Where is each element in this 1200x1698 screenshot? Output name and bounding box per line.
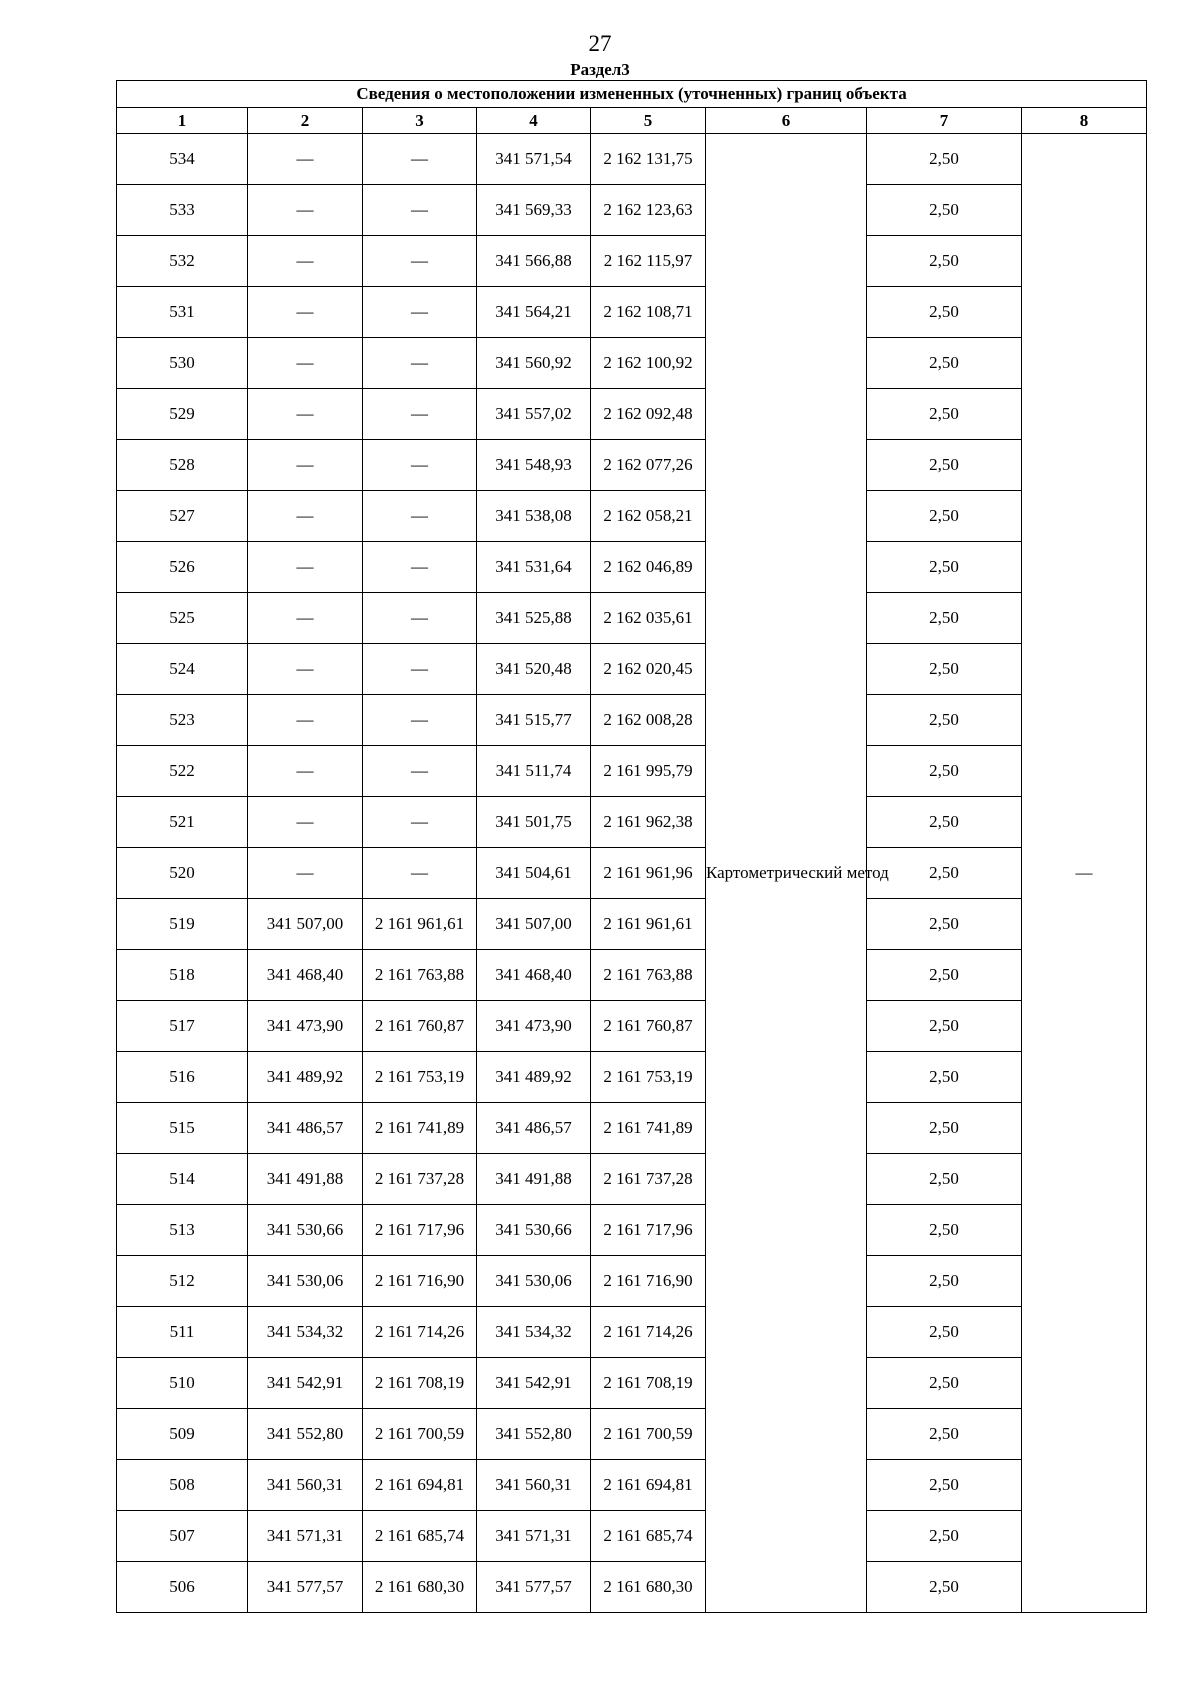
new-x-cell: 341 566,88 xyxy=(477,236,591,287)
old-x-cell: — xyxy=(248,593,363,644)
new-x-cell: 341 486,57 xyxy=(477,1103,591,1154)
new-x-cell: 341 515,77 xyxy=(477,695,591,746)
new-y-cell: 2 162 115,97 xyxy=(591,236,706,287)
new-y-cell: 2 161 717,96 xyxy=(591,1205,706,1256)
new-x-cell: 341 530,06 xyxy=(477,1256,591,1307)
point-number-cell: 529 xyxy=(117,389,248,440)
table-row xyxy=(117,746,1147,797)
new-y-cell: 2 161 760,87 xyxy=(591,1001,706,1052)
old-y-cell: 2 161 680,30 xyxy=(363,1562,477,1613)
old-x-cell: 341 534,32 xyxy=(248,1307,363,1358)
new-y-cell: 2 162 046,89 xyxy=(591,542,706,593)
old-x-cell: — xyxy=(248,440,363,491)
accuracy-cell: 2,50 xyxy=(867,1001,1022,1052)
point-number-cell: 531 xyxy=(117,287,248,338)
old-x-cell: — xyxy=(248,134,363,185)
old-y-cell: — xyxy=(363,185,477,236)
accuracy-cell: 2,50 xyxy=(867,1052,1022,1103)
accuracy-cell: 2,50 xyxy=(867,797,1022,848)
new-x-cell: 341 468,40 xyxy=(477,950,591,1001)
old-y-cell: 2 161 737,28 xyxy=(363,1154,477,1205)
old-x-cell: — xyxy=(248,797,363,848)
old-x-cell: 341 530,06 xyxy=(248,1256,363,1307)
accuracy-cell: 2,50 xyxy=(867,338,1022,389)
old-x-cell: — xyxy=(248,746,363,797)
old-y-cell: 2 161 741,89 xyxy=(363,1103,477,1154)
new-y-cell: 2 161 700,59 xyxy=(591,1409,706,1460)
accuracy-cell: 2,50 xyxy=(867,134,1022,185)
new-y-cell: 2 162 123,63 xyxy=(591,185,706,236)
new-x-cell: 341 571,31 xyxy=(477,1511,591,1562)
old-x-cell: — xyxy=(248,695,363,746)
old-y-cell: — xyxy=(363,848,477,899)
old-y-cell: 2 161 694,81 xyxy=(363,1460,477,1511)
column8-cell: — xyxy=(1022,134,1147,1613)
new-y-cell: 2 161 737,28 xyxy=(591,1154,706,1205)
table-row xyxy=(117,440,1147,491)
accuracy-cell: 2,50 xyxy=(867,542,1022,593)
old-y-cell: — xyxy=(363,440,477,491)
old-y-cell: — xyxy=(363,389,477,440)
old-y-cell: — xyxy=(363,644,477,695)
point-number-cell: 506 xyxy=(117,1562,248,1613)
accuracy-cell: 2,50 xyxy=(867,1511,1022,1562)
table-row xyxy=(117,1154,1147,1205)
table-caption: Сведения о местоположении измененных (уточненных) границ объекта xyxy=(117,81,1147,108)
table-row xyxy=(117,134,1147,185)
point-number-cell: 507 xyxy=(117,1511,248,1562)
accuracy-cell: 2,50 xyxy=(867,1460,1022,1511)
accuracy-cell: 2,50 xyxy=(867,440,1022,491)
new-x-cell: 341 569,33 xyxy=(477,185,591,236)
boundary-coordinates-table xyxy=(116,80,1147,1613)
new-x-cell: 341 534,32 xyxy=(477,1307,591,1358)
new-x-cell: 341 560,92 xyxy=(477,338,591,389)
old-y-cell: — xyxy=(363,746,477,797)
new-y-cell: 2 162 035,61 xyxy=(591,593,706,644)
point-number-cell: 516 xyxy=(117,1052,248,1103)
table-row xyxy=(117,1358,1147,1409)
new-y-cell: 2 161 753,19 xyxy=(591,1052,706,1103)
table-row xyxy=(117,1205,1147,1256)
old-x-cell: 341 473,90 xyxy=(248,1001,363,1052)
section-title: Раздел3 xyxy=(570,60,630,79)
point-number-cell: 511 xyxy=(117,1307,248,1358)
old-x-cell: — xyxy=(248,389,363,440)
table-row xyxy=(117,899,1147,950)
accuracy-cell: 2,50 xyxy=(867,389,1022,440)
point-number-cell: 521 xyxy=(117,797,248,848)
new-x-cell: 341 489,92 xyxy=(477,1052,591,1103)
method-cell: Картометрический метод xyxy=(706,134,867,1613)
old-x-cell: — xyxy=(248,542,363,593)
point-number-cell: 523 xyxy=(117,695,248,746)
point-number-cell: 527 xyxy=(117,491,248,542)
column-number: 3 xyxy=(363,108,477,134)
accuracy-cell: 2,50 xyxy=(867,746,1022,797)
new-x-cell: 341 548,93 xyxy=(477,440,591,491)
new-x-cell: 341 552,80 xyxy=(477,1409,591,1460)
old-x-cell: 341 542,91 xyxy=(248,1358,363,1409)
accuracy-cell: 2,50 xyxy=(867,1409,1022,1460)
old-x-cell: 341 507,00 xyxy=(248,899,363,950)
old-y-cell: — xyxy=(363,695,477,746)
table-row xyxy=(117,389,1147,440)
accuracy-cell: 2,50 xyxy=(867,1154,1022,1205)
new-y-cell: 2 162 008,28 xyxy=(591,695,706,746)
point-number-cell: 524 xyxy=(117,644,248,695)
new-y-cell: 2 161 708,19 xyxy=(591,1358,706,1409)
table-row xyxy=(117,644,1147,695)
table-row xyxy=(117,1103,1147,1154)
column-number: 7 xyxy=(867,108,1022,134)
accuracy-cell: 2,50 xyxy=(867,491,1022,542)
new-x-cell: 341 531,64 xyxy=(477,542,591,593)
new-x-cell: 341 507,00 xyxy=(477,899,591,950)
accuracy-cell: 2,50 xyxy=(867,185,1022,236)
new-y-cell: 2 162 077,26 xyxy=(591,440,706,491)
accuracy-cell: 2,50 xyxy=(867,1307,1022,1358)
old-x-cell: — xyxy=(248,848,363,899)
old-y-cell: 2 161 708,19 xyxy=(363,1358,477,1409)
table-row xyxy=(117,1001,1147,1052)
old-y-cell: 2 161 717,96 xyxy=(363,1205,477,1256)
old-x-cell: — xyxy=(248,338,363,389)
new-y-cell: 2 161 961,61 xyxy=(591,899,706,950)
old-y-cell: 2 161 753,19 xyxy=(363,1052,477,1103)
old-x-cell: — xyxy=(248,644,363,695)
old-y-cell: 2 161 685,74 xyxy=(363,1511,477,1562)
point-number-cell: 528 xyxy=(117,440,248,491)
table-row xyxy=(117,338,1147,389)
new-x-cell: 341 571,54 xyxy=(477,134,591,185)
new-x-cell: 341 511,74 xyxy=(477,746,591,797)
old-x-cell: 341 552,80 xyxy=(248,1409,363,1460)
old-y-cell: 2 161 763,88 xyxy=(363,950,477,1001)
new-y-cell: 2 162 092,48 xyxy=(591,389,706,440)
column-number: 1 xyxy=(117,108,248,134)
new-x-cell: 341 577,57 xyxy=(477,1562,591,1613)
accuracy-cell: 2,50 xyxy=(867,1562,1022,1613)
accuracy-cell: 2,50 xyxy=(867,1205,1022,1256)
new-y-cell: 2 161 716,90 xyxy=(591,1256,706,1307)
new-x-cell: 341 564,21 xyxy=(477,287,591,338)
new-y-cell: 2 162 058,21 xyxy=(591,491,706,542)
old-y-cell: 2 161 716,90 xyxy=(363,1256,477,1307)
new-x-cell: 341 491,88 xyxy=(477,1154,591,1205)
old-x-cell: 341 486,57 xyxy=(248,1103,363,1154)
accuracy-cell: 2,50 xyxy=(867,695,1022,746)
table-row xyxy=(117,848,1147,899)
point-number-cell: 513 xyxy=(117,1205,248,1256)
point-number-cell: 525 xyxy=(117,593,248,644)
point-number-cell: 532 xyxy=(117,236,248,287)
point-number-cell: 526 xyxy=(117,542,248,593)
table-row xyxy=(117,593,1147,644)
table-row xyxy=(117,491,1147,542)
table-row xyxy=(117,1511,1147,1562)
old-y-cell: — xyxy=(363,542,477,593)
accuracy-cell: 2,50 xyxy=(867,1256,1022,1307)
point-number-cell: 517 xyxy=(117,1001,248,1052)
new-y-cell: 2 161 962,38 xyxy=(591,797,706,848)
old-y-cell: 2 161 961,61 xyxy=(363,899,477,950)
old-x-cell: 341 468,40 xyxy=(248,950,363,1001)
old-x-cell: 341 530,66 xyxy=(248,1205,363,1256)
old-y-cell: 2 161 760,87 xyxy=(363,1001,477,1052)
old-x-cell: — xyxy=(248,287,363,338)
new-x-cell: 341 557,02 xyxy=(477,389,591,440)
column-number: 5 xyxy=(591,108,706,134)
new-y-cell: 2 162 108,71 xyxy=(591,287,706,338)
point-number-cell: 512 xyxy=(117,1256,248,1307)
table-row xyxy=(117,1562,1147,1613)
accuracy-cell: 2,50 xyxy=(867,1358,1022,1409)
page-number: 27 xyxy=(588,31,612,56)
new-y-cell: 2 162 100,92 xyxy=(591,338,706,389)
table-row xyxy=(117,695,1147,746)
old-x-cell: 341 491,88 xyxy=(248,1154,363,1205)
new-y-cell: 2 162 131,75 xyxy=(591,134,706,185)
new-x-cell: 341 525,88 xyxy=(477,593,591,644)
old-x-cell: 341 560,31 xyxy=(248,1460,363,1511)
new-x-cell: 341 542,91 xyxy=(477,1358,591,1409)
point-number-cell: 533 xyxy=(117,185,248,236)
accuracy-cell: 2,50 xyxy=(867,848,1022,899)
accuracy-cell: 2,50 xyxy=(867,644,1022,695)
old-y-cell: — xyxy=(363,491,477,542)
new-y-cell: 2 161 714,26 xyxy=(591,1307,706,1358)
table-body xyxy=(117,134,1147,1613)
new-x-cell: 341 504,61 xyxy=(477,848,591,899)
new-y-cell: 2 161 741,89 xyxy=(591,1103,706,1154)
point-number-cell: 508 xyxy=(117,1460,248,1511)
point-number-cell: 522 xyxy=(117,746,248,797)
new-x-cell: 341 473,90 xyxy=(477,1001,591,1052)
point-number-cell: 519 xyxy=(117,899,248,950)
point-number-cell: 534 xyxy=(117,134,248,185)
new-x-cell: 341 530,66 xyxy=(477,1205,591,1256)
point-number-cell: 514 xyxy=(117,1154,248,1205)
column-number: 6 xyxy=(706,108,867,134)
old-y-cell: 2 161 700,59 xyxy=(363,1409,477,1460)
old-y-cell: 2 161 714,26 xyxy=(363,1307,477,1358)
new-y-cell: 2 161 680,30 xyxy=(591,1562,706,1613)
new-y-cell: 2 161 995,79 xyxy=(591,746,706,797)
table-row xyxy=(117,1307,1147,1358)
accuracy-cell: 2,50 xyxy=(867,899,1022,950)
old-x-cell: 341 577,57 xyxy=(248,1562,363,1613)
accuracy-cell: 2,50 xyxy=(867,950,1022,1001)
new-x-cell: 341 560,31 xyxy=(477,1460,591,1511)
old-y-cell: — xyxy=(363,338,477,389)
table-row xyxy=(117,542,1147,593)
accuracy-cell: 2,50 xyxy=(867,593,1022,644)
old-y-cell: — xyxy=(363,797,477,848)
point-number-cell: 518 xyxy=(117,950,248,1001)
table-row xyxy=(117,1409,1147,1460)
column-number: 4 xyxy=(477,108,591,134)
new-x-cell: 341 520,48 xyxy=(477,644,591,695)
point-number-cell: 520 xyxy=(117,848,248,899)
table-row xyxy=(117,1460,1147,1511)
point-number-cell: 530 xyxy=(117,338,248,389)
column-number: 2 xyxy=(248,108,363,134)
new-x-cell: 341 501,75 xyxy=(477,797,591,848)
accuracy-cell: 2,50 xyxy=(867,287,1022,338)
table-row xyxy=(117,287,1147,338)
point-number-cell: 515 xyxy=(117,1103,248,1154)
old-y-cell: — xyxy=(363,134,477,185)
old-y-cell: — xyxy=(363,593,477,644)
old-x-cell: 341 571,31 xyxy=(248,1511,363,1562)
new-x-cell: 341 538,08 xyxy=(477,491,591,542)
table-row xyxy=(117,1052,1147,1103)
old-x-cell: — xyxy=(248,236,363,287)
column-number: 8 xyxy=(1022,108,1147,134)
old-y-cell: — xyxy=(363,236,477,287)
table-row xyxy=(117,185,1147,236)
new-y-cell: 2 162 020,45 xyxy=(591,644,706,695)
accuracy-cell: 2,50 xyxy=(867,1103,1022,1154)
old-y-cell: — xyxy=(363,287,477,338)
table-row xyxy=(117,797,1147,848)
table-row xyxy=(117,236,1147,287)
old-x-cell: 341 489,92 xyxy=(248,1052,363,1103)
point-number-cell: 510 xyxy=(117,1358,248,1409)
old-x-cell: — xyxy=(248,491,363,542)
column-number-row xyxy=(117,108,1147,134)
new-y-cell: 2 161 685,74 xyxy=(591,1511,706,1562)
table-row xyxy=(117,1256,1147,1307)
new-y-cell: 2 161 961,96 xyxy=(591,848,706,899)
old-x-cell: — xyxy=(248,185,363,236)
point-number-cell: 509 xyxy=(117,1409,248,1460)
accuracy-cell: 2,50 xyxy=(867,236,1022,287)
new-y-cell: 2 161 694,81 xyxy=(591,1460,706,1511)
table-row xyxy=(117,950,1147,1001)
new-y-cell: 2 161 763,88 xyxy=(591,950,706,1001)
